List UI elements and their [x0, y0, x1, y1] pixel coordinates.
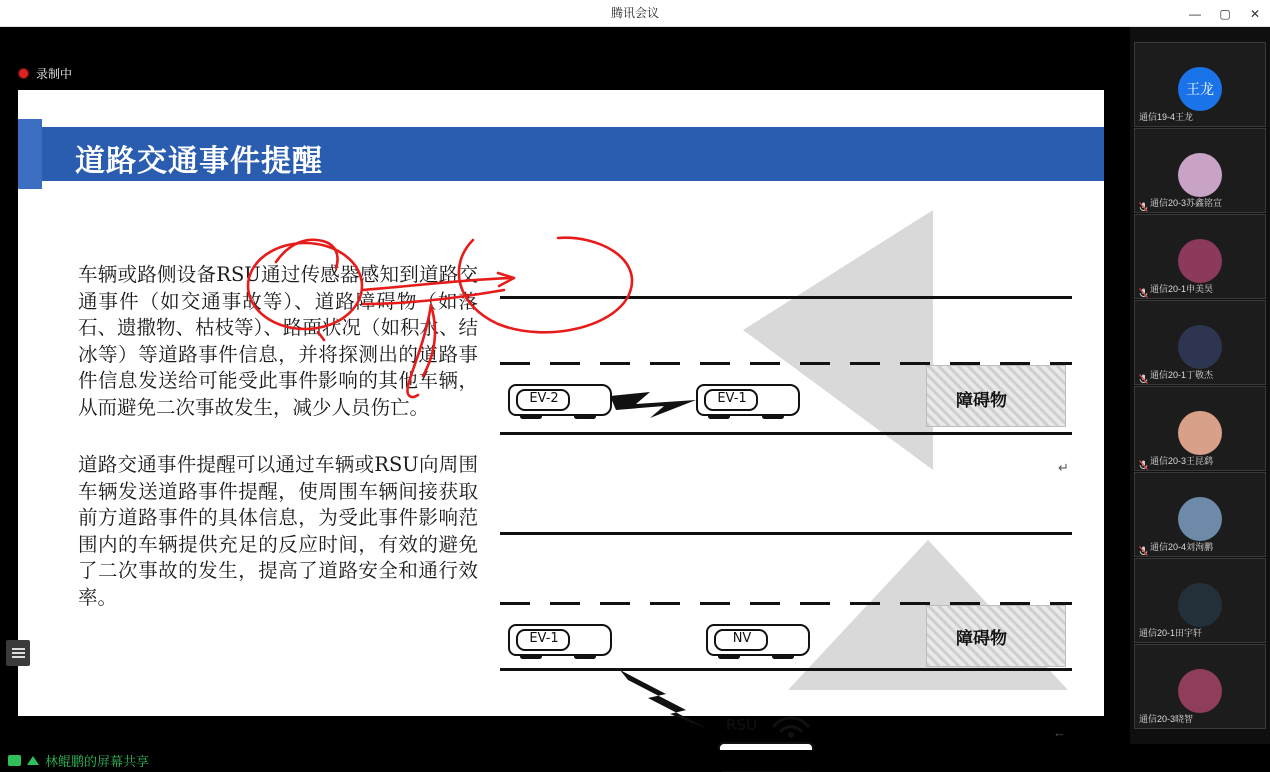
avatar [1178, 583, 1222, 627]
bottom-road-edge-upper [500, 532, 1072, 535]
bottom-car-nv-label: NV [732, 631, 752, 646]
car-wheel-rear [574, 654, 596, 659]
window-controls [1180, 0, 1270, 27]
bottom-v2i-bolt-icon [618, 668, 738, 738]
mic-muted-icon [1139, 457, 1148, 467]
top-road-edge-lower [500, 432, 1072, 435]
mic-muted-icon [1139, 285, 1148, 295]
slide-paragraph-2: 道路交通事件提醒可以通过车辆或RSU向周围车辆发送道路事件提醒，使周围车辆间接获取前方道路事件的具体信息，为受此事件影响范围内的车辆提供充足的反应时间，有效的避免了二次事故的发生，提高了道路安全和通行效率。 [78, 453, 478, 609]
car-wheel-rear [574, 414, 596, 419]
presentation-slide [18, 90, 1104, 740]
recording-indicator [18, 65, 72, 82]
minimize-button[interactable]: — [1189, 6, 1201, 21]
top-road-edge-upper [500, 296, 1072, 299]
top-sensor-cone-icon [478, 210, 1088, 470]
record-dot-icon [18, 68, 29, 79]
bottom-car-nv [706, 618, 810, 662]
avatar [1178, 669, 1222, 713]
participant-tile[interactable] [1134, 472, 1266, 557]
avatar [1178, 497, 1222, 541]
avatar: 王龙 [1178, 67, 1222, 111]
participant-rail[interactable] [1130, 27, 1270, 744]
slide-title: 道路交通事件提醒 [75, 145, 323, 178]
participant-name: 通信20-3晓智 [1139, 714, 1194, 724]
participant-tile[interactable] [1134, 300, 1266, 385]
slide-paragraph-1: 车辆或路侧设备RSU通过传感器感知到道路交通事件（如交通事故等）、道路障碍物（如落石、遗撒物、枯枝等）、路面状况（如积水、结冰等）等道路事件信息，并将探测出的道路事件信息发送给可能受此事件影响的其他车辆，从而避免二次事故发生，减少人员伤亡。 [78, 263, 478, 419]
top-car-ev2-label: EV-2 [529, 391, 559, 406]
share-status-text: 林鲲鹏的屏幕共享 [45, 754, 150, 769]
participant-name: 通信20-3苏鑫铭宣 [1150, 198, 1223, 208]
monitor-icon [8, 755, 21, 766]
bottom-car-ev1-label: EV-1 [529, 631, 559, 646]
bottom-road-edge-lower [500, 668, 1072, 671]
car-wheel-rear [772, 654, 794, 659]
screen-share-status-bar [0, 750, 1130, 771]
avatar [1178, 153, 1222, 197]
top-car-ev2 [508, 378, 612, 422]
mic-muted-icon [1139, 199, 1148, 209]
participant-tile[interactable] [1134, 386, 1266, 471]
participant-tile[interactable] [1134, 214, 1266, 299]
bottom-obstacle-label: 障碍物 [956, 629, 1007, 649]
car-wheel-rear [762, 414, 784, 419]
mic-muted-icon [1139, 543, 1148, 553]
top-car-ev1-label: EV-1 [717, 391, 747, 406]
top-car-ev1 [696, 378, 800, 422]
menu-icon [12, 648, 25, 658]
participant-name: 通信20-4刘洵鹏 [1150, 542, 1214, 552]
slide-accent-block [18, 119, 42, 189]
close-button[interactable]: ✕ [1249, 6, 1261, 21]
car-wheel-front [718, 654, 740, 659]
upload-arrow-icon [27, 756, 39, 765]
participant-name: 通信20-3王昆鹞 [1150, 456, 1214, 466]
participant-name: 通信20-1申美昊 [1150, 284, 1214, 294]
avatar [1178, 239, 1222, 283]
bottom-return-mark: ← [1053, 725, 1066, 740]
avatar [1178, 411, 1222, 455]
rsu-label: RSU [726, 716, 757, 734]
participant-tile[interactable] [1134, 644, 1266, 729]
car-wheel-front [520, 414, 542, 419]
shared-screen-stage [0, 27, 1130, 769]
top-obstacle-label: 障碍物 [956, 391, 1007, 411]
recording-label: 录制中 [36, 67, 73, 81]
participant-name: 通信20-1丁敬杰 [1150, 370, 1214, 380]
avatar [1178, 325, 1222, 369]
car-wheel-front [708, 414, 730, 419]
slide-diagram [478, 210, 1088, 740]
wifi-icon [768, 704, 814, 738]
slide-panel-toggle[interactable] [6, 640, 30, 666]
participant-tile[interactable] [1134, 42, 1266, 127]
mic-muted-icon [1139, 371, 1148, 381]
participant-name: 通信20-1田宇轩 [1139, 628, 1203, 638]
car-wheel-front [520, 654, 542, 659]
top-return-mark: ↵ [1058, 460, 1069, 475]
participant-tile[interactable] [1134, 558, 1266, 643]
participant-name: 通信19-4王龙 [1139, 112, 1194, 122]
top-v2v-bolt-icon [608, 386, 708, 426]
title-bar [0, 0, 1270, 27]
participant-tile[interactable] [1134, 128, 1266, 213]
maximize-button[interactable]: ▢ [1219, 6, 1231, 21]
bottom-car-ev1 [508, 618, 612, 662]
window-title: 腾讯会议 [610, 6, 659, 20]
